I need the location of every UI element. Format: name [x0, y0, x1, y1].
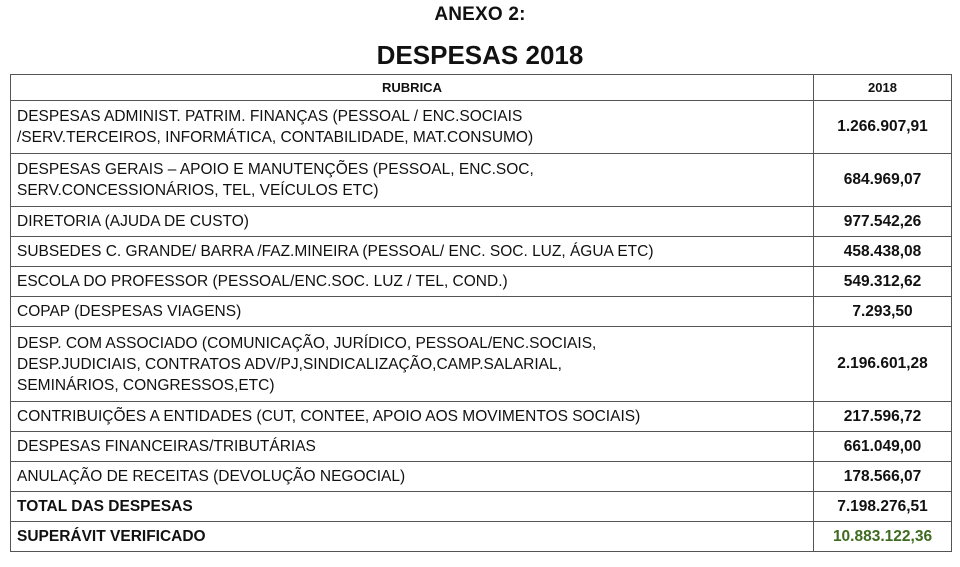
row-description [11, 402, 814, 432]
row-value: 178.566,07 [814, 462, 952, 492]
row-description-line: DESPESAS ADMINIST. PATRIM. FINANÇAS (PESSOAL / ENC.SOCIAIS [17, 108, 523, 125]
table-row [11, 432, 952, 462]
surplus-value: 10.883.122,36 [814, 522, 952, 552]
table-row [11, 462, 952, 492]
table-row [11, 154, 952, 207]
table-row [11, 101, 952, 154]
row-description [11, 101, 814, 154]
row-description [11, 297, 814, 327]
total-value: 7.198.276,51 [814, 492, 952, 522]
row-description-line: COPAP (DESPESAS VIAGENS) [17, 303, 242, 320]
row-description-line: DESP. COM ASSOCIADO (COMUNICAÇÃO, JURÍDICO, PESSOAL/ENC.SOCIAIS, [17, 334, 597, 352]
row-description [11, 267, 814, 297]
total-row [11, 492, 952, 522]
row-description-line: CONTRIBUIÇÕES A ENTIDADES (CUT, CONTEE, APOIO AOS MOVIMENTOS SOCIAIS) [17, 408, 641, 425]
table-row [11, 297, 952, 327]
row-value: 549.312,62 [814, 267, 952, 297]
annex-heading: ANEXO 2: [434, 4, 526, 25]
row-description-line: DESPESAS FINANCEIRAS/TRIBUTÁRIAS [17, 438, 316, 455]
row-description-line: ANULAÇÃO DE RECEITAS (DEVOLUÇÃO NEGOCIAL) [17, 468, 406, 485]
surplus-label: SUPERÁVIT VERIFICADO [11, 522, 814, 552]
row-description-line: ESCOLA DO PROFESSOR (PESSOAL/ENC.SOC. LUZ / TEL, COND.) [17, 273, 508, 290]
table-row [11, 267, 952, 297]
table-row [11, 207, 952, 237]
column-header-year: 2018 [814, 75, 952, 101]
row-description-line: DIRETORIA (AJUDA DE CUSTO) [17, 213, 249, 230]
table-row [11, 237, 952, 267]
row-description-line: /SERV.TERCEIROS, INFORMÁTICA, CONTABILIDADE, MAT.CONSUMO) [17, 129, 534, 146]
row-value: 217.596,72 [814, 402, 952, 432]
row-description [11, 462, 814, 492]
row-value: 1.266.907,91 [814, 101, 952, 154]
row-value: 661.049,00 [814, 432, 952, 462]
row-description-line: DESPESAS GERAIS – APOIO E MANUTENÇÕES (PESSOAL, ENC.SOC, [17, 161, 534, 178]
page-title: DESPESAS 2018 [376, 40, 584, 70]
row-value: 2.196.601,28 [814, 327, 952, 402]
row-description-line: DESP.JUDICIAIS, CONTRATOS ADV/PJ,SINDICALIZAÇÃO,CAMP.SALARIAL, [17, 355, 562, 373]
surplus-row [11, 522, 952, 552]
row-value: 7.293,50 [814, 297, 952, 327]
table-row [11, 327, 952, 402]
row-description [11, 327, 814, 402]
row-description [11, 154, 814, 207]
table-header-row [11, 75, 952, 101]
column-header-rubrica: RUBRICA [11, 75, 814, 101]
row-description-line: SEMINÁRIOS, CONGRESSOS,ETC) [17, 376, 275, 394]
row-description [11, 207, 814, 237]
row-description-line: SERV.CONCESSIONÁRIOS, TEL, VEÍCULOS ETC) [17, 182, 379, 199]
expenses-table [10, 74, 952, 552]
row-value: 684.969,07 [814, 154, 952, 207]
row-description-line: SUBSEDES C. GRANDE/ BARRA /FAZ.MINEIRA (PESSOAL/ ENC. SOC. LUZ, ÁGUA ETC) [17, 243, 654, 260]
row-value: 458.438,08 [814, 237, 952, 267]
table-row [11, 402, 952, 432]
row-description [11, 237, 814, 267]
total-label: TOTAL DAS DESPESAS [11, 492, 814, 522]
row-description [11, 432, 814, 462]
row-value: 977.542,26 [814, 207, 952, 237]
